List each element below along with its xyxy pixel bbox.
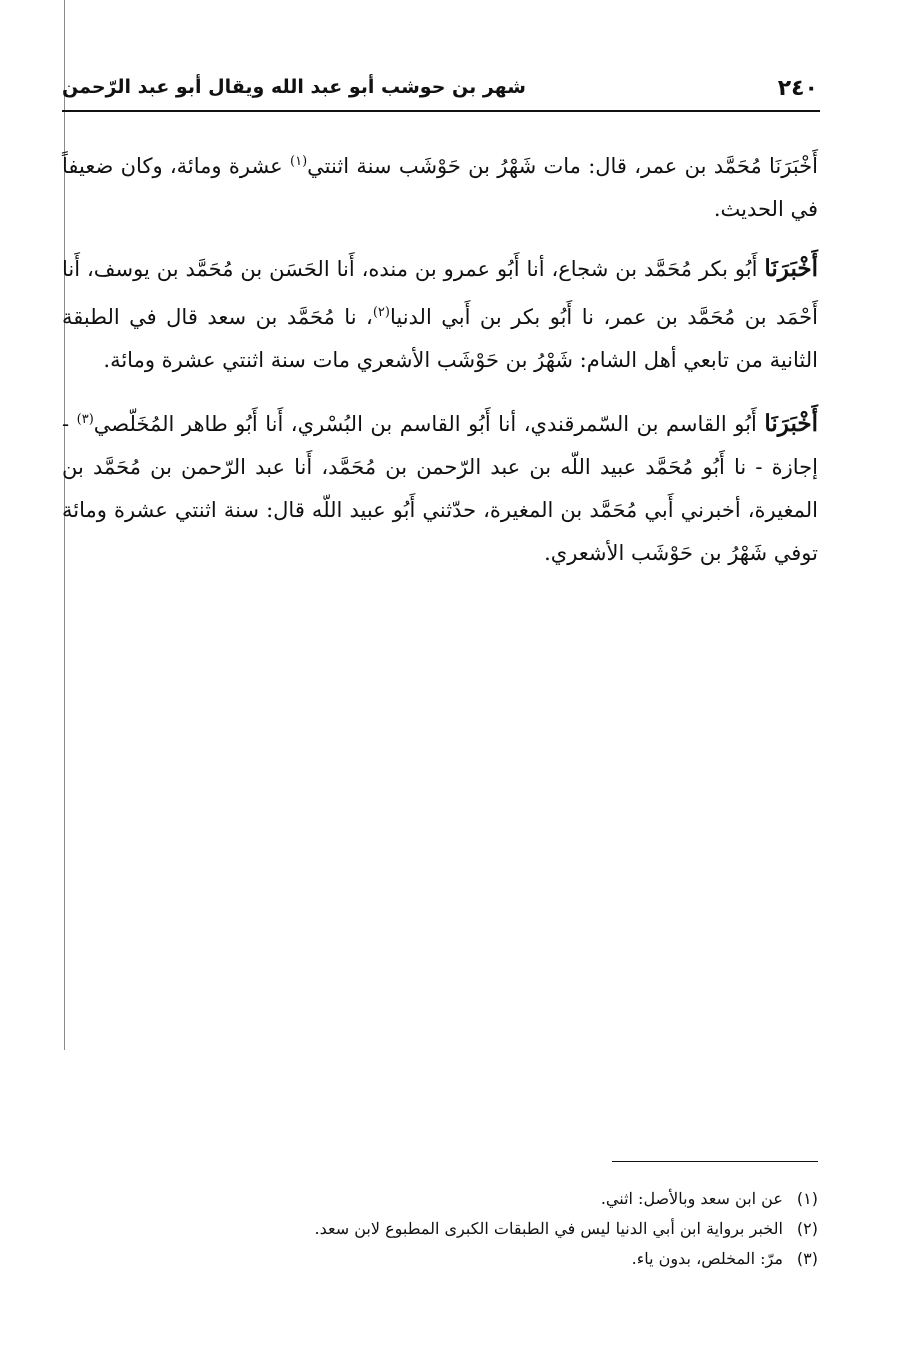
running-title: شهر بن حوشب أبو عبد الله ويقال أبو عبد الرّحمن xyxy=(62,76,526,98)
paragraph-1-text-a: أَخْبَرَنَا مُحَمَّد بن عمر، قال: مات شَهْرُ بن حَوْشَب سنة اثنتي xyxy=(307,154,818,178)
paragraph-3-lead: أَخْبَرَنَا xyxy=(764,410,818,437)
paragraph-1 xyxy=(62,140,818,231)
footnote-text: الخبر برواية ابن أبي الدنيا ليس في الطبقات الكبرى المطبوع لابن سعد. xyxy=(314,1219,783,1238)
paragraph-1-text-b: عشرة ومائة، وكان ضعيفاً في الحديث. xyxy=(62,154,818,221)
paragraph-2-lead: أَخْبَرَنَا xyxy=(764,255,818,282)
footnote-ref-1: (١) xyxy=(290,154,308,169)
footnotes xyxy=(62,1184,818,1274)
footnote-2 xyxy=(62,1214,818,1244)
footnote-text: مرّ: المخلص، بدون ياء. xyxy=(631,1249,783,1268)
footnote-ref-2: (٢) xyxy=(372,305,390,320)
footnote-3 xyxy=(62,1244,818,1274)
page-header xyxy=(62,74,818,108)
footnote-rule xyxy=(612,1161,818,1162)
paragraph-3 xyxy=(62,398,818,575)
paragraph-3-text-a: أَبُو القاسم بن السّمرقندي، أنا أَبُو القاسم بن البُسْري، أَنا أَبُو طاهر المُخَلّصي xyxy=(93,412,765,436)
footnote-text: عن ابن سعد وبالأصل: اثني. xyxy=(600,1189,783,1208)
footnote-number: (٢) xyxy=(796,1219,818,1238)
paragraph-2-text-a: أَبُو بكر مُحَمَّد بن شجاع، أنا أَبُو عمرو بن منده، أَنا الحَسَن بن مُحَمَّد بن يوسف، أَنا أَحْمَد بن مُحَمَّد بن عمر، نا أَبُو بكر بن أَبي الدنيا xyxy=(62,257,818,329)
page-number: ٢٤٠ xyxy=(777,76,818,101)
main-text xyxy=(62,140,818,591)
paragraph-2-text-b: ، نا مُحَمَّد بن سعد قال في الطبقة الثانية من تابعي أهل الشام: شَهْرُ بن حَوْشَب الأشعري مات سنة اثنتي عشرة ومائة. xyxy=(62,305,818,372)
footnote-ref-3: (٣) xyxy=(76,412,94,427)
header-rule xyxy=(62,110,820,112)
footnote-1 xyxy=(62,1184,818,1214)
footnote-number: (١) xyxy=(796,1189,818,1208)
paragraph-2 xyxy=(62,247,818,382)
paragraph-3-text-b: - إجازة - نا أَبُو مُحَمَّد عبيد اللّه بن عبد الرّحمن بن مُحَمَّد، أَنا عبد الرّحمن بن مُحَمَّد بن المغيرة، أخبرني أَبي مُحَمَّد بن المغيرة، حدّثني أَبُو عبيد اللّه قال: سنة اثنتي عشرة ومائة توفي شَهْرُ بن حَوْشَب الأشعري. xyxy=(62,412,818,565)
footnote-number: (٣) xyxy=(796,1249,818,1268)
